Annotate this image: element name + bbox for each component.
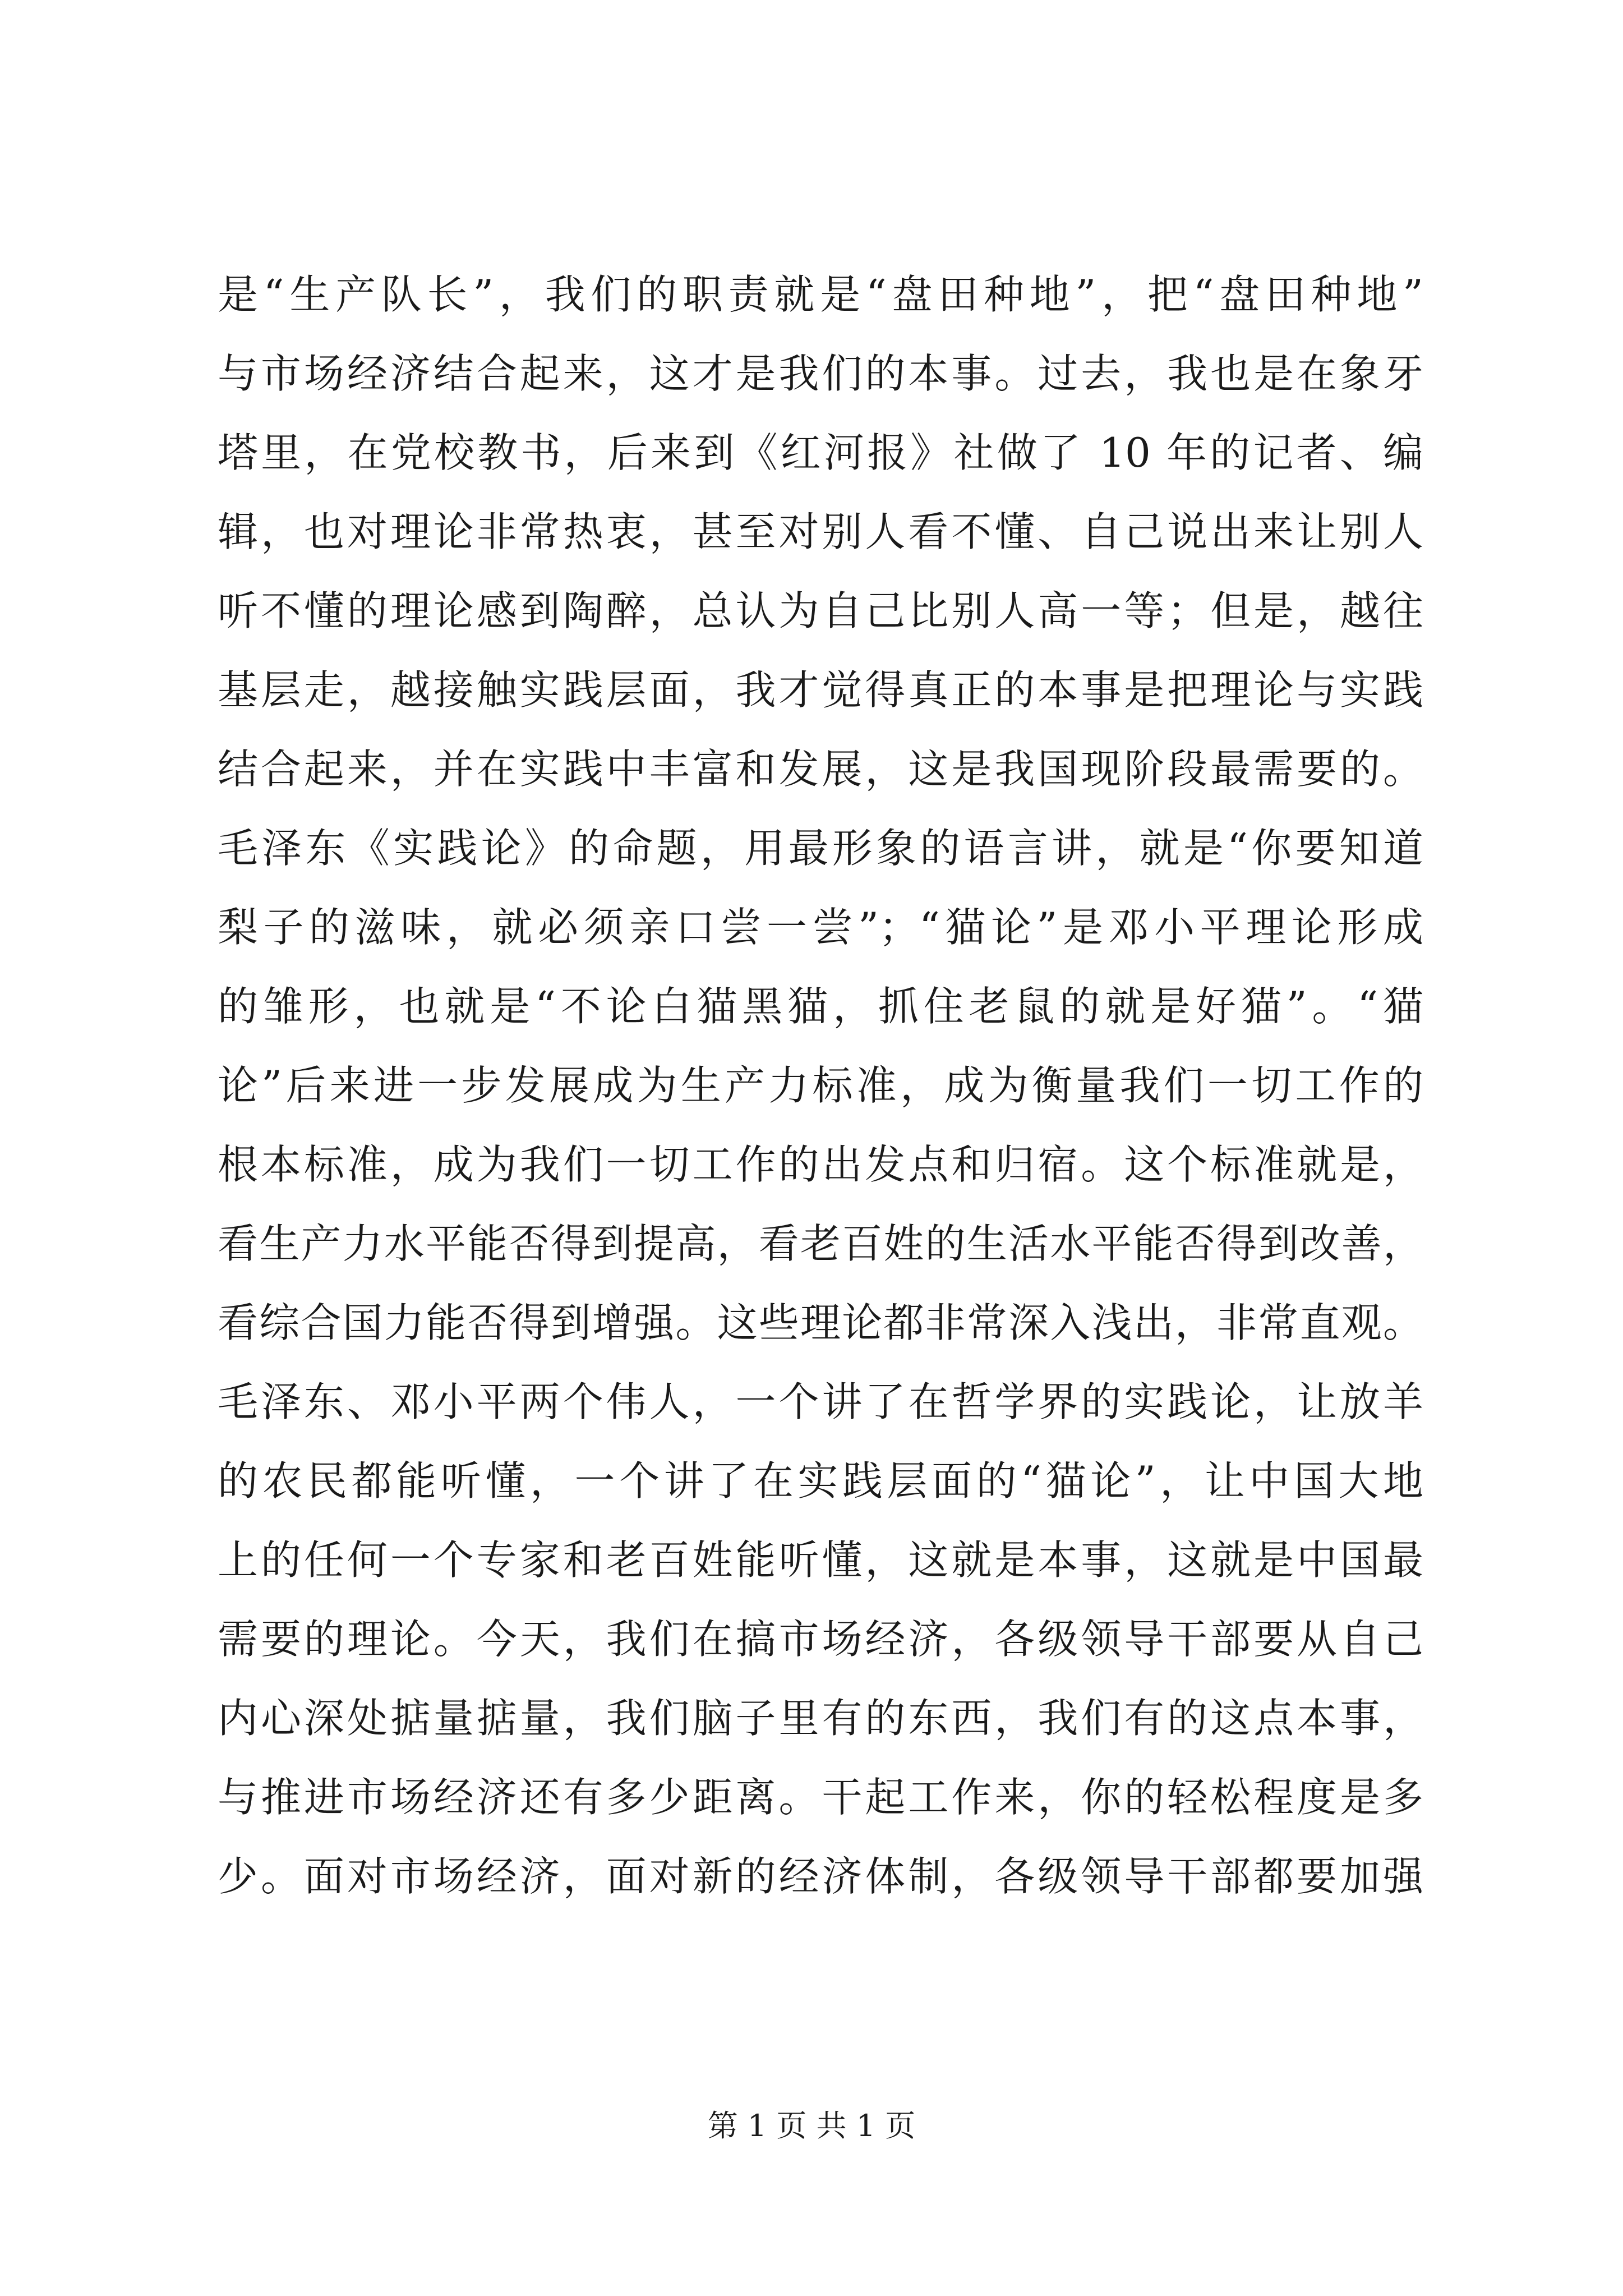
text-line: 塔里，在党校教书，后来到《红河报》社做了 10 年的记者、编 (218, 429, 1423, 476)
text-line: 内心深处掂量掂量，我们脑子里有的东西，我们有的这点本事， (218, 1695, 1423, 1742)
text-line: 根本标准，成为我们一切工作的出发点和归宿。这个标准就是， (218, 1141, 1423, 1188)
text-line: 与市场经济结合起来，这才是我们的本事。过去，我也是在象牙 (218, 350, 1423, 397)
text-line: 看综合国力能否得到增强。这些理论都非常深入浅出，非常直观。 (218, 1299, 1423, 1346)
text-line: 需要的理论。今天，我们在搞市场经济，各级领导干部要从自己 (218, 1616, 1423, 1663)
text-line: 论”后来进一步发展成为生产力标准，成为衡量我们一切工作的 (218, 1062, 1423, 1109)
text-line: 结合起来，并在实践中丰富和发展，这是我国现阶段最需要的。 (218, 746, 1423, 793)
body-text (218, 255, 1423, 1916)
text-line: 的农民都能听懂，一个讲了在实践层面的“猫论”，让中国大地 (218, 1457, 1423, 1504)
text-line: 听不懂的理论感到陶醉，总认为自己比别人高一等；但是，越往 (218, 587, 1423, 634)
text-line: 毛泽东《实践论》的命题，用最形象的语言讲，就是“你要知道 (218, 825, 1423, 872)
text-line: 看生产力水平能否得到提高，看老百姓的生活水平能否得到改善， (218, 1220, 1423, 1267)
text-line: 毛泽东、邓小平两个伟人，一个讲了在哲学界的实践论，让放羊 (218, 1378, 1423, 1425)
text-line: 梨子的滋味，就必须亲口尝一尝”；“猫论”是邓小平理论形成 (218, 904, 1423, 951)
text-line: 辑，也对理论非常热衷，甚至对别人看不懂、自己说出来让别人 (218, 508, 1423, 555)
text-line: 与推进市场经济还有多少距离。干起工作来，你的轻松程度是多 (218, 1774, 1423, 1821)
text-line: 上的任何一个专家和老百姓能听懂，这就是本事，这就是中国最 (218, 1536, 1423, 1584)
text-line: 基层走，越接触实践层面，我才觉得真正的本事是把理论与实践 (218, 666, 1423, 714)
page-number-label: 第 1 页 共 1 页 (707, 2108, 916, 2143)
text-line: 少。面对市场经济，面对新的经济体制，各级领导干部都要加强 (218, 1853, 1423, 1900)
text-line: 是“生产队长”，我们的职责就是“盘田种地”，把“盘田种地” (218, 271, 1423, 318)
text-line: 的雏形，也就是“不论白猫黑猫，抓住老鼠的就是好猫”。“猫 (218, 983, 1423, 1030)
page-footer (0, 2106, 1623, 2146)
